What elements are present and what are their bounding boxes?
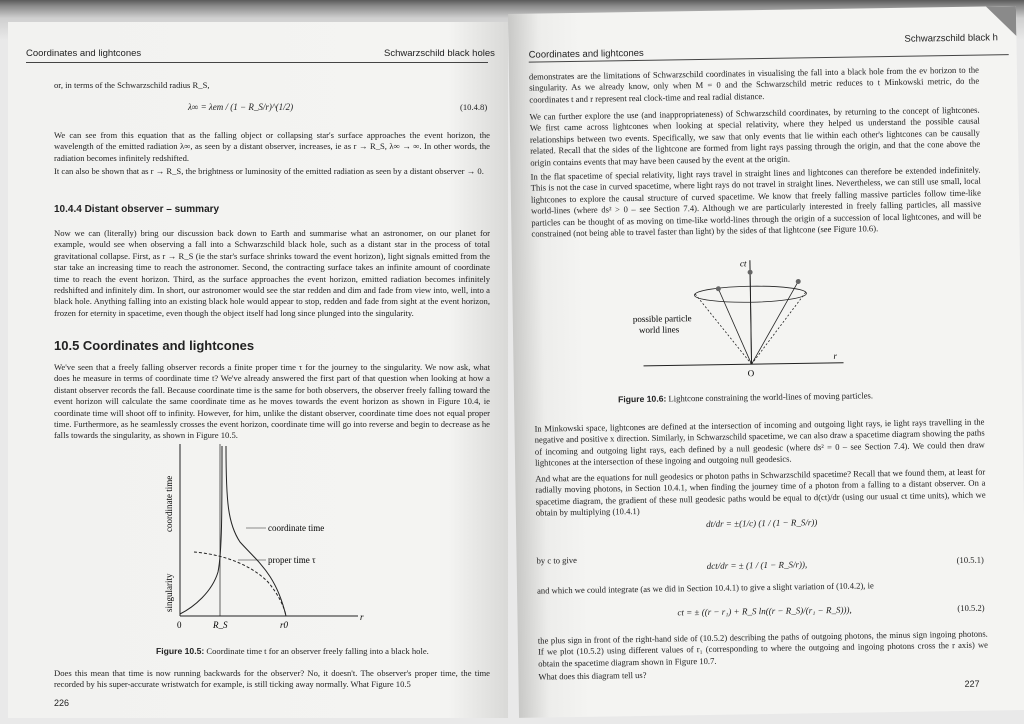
paragraph: and which we could integrate (as we did in Section 10.4.1) to give a slight variation of (10.4.2), ie	[536, 580, 874, 596]
paragraph: Does this mean that time is now running backwards for the observer? No, it doesn't. The observer's proper time, the time recorded by his super-accurate wristwatch for example, is still ticking away normally. What Figure 10.5	[54, 668, 490, 690]
figure-10-5	[158, 442, 388, 632]
running-header-left: Coordinates and lightcones	[528, 47, 644, 61]
paragraph: It can also be shown that as r → R_S, the brightness or luminosity of the emitted radiation as seen by a distant observer → 0.	[54, 166, 484, 176]
origin-label: O	[747, 368, 755, 379]
singularity-label: singularity	[164, 573, 174, 612]
caption-label: Figure 10.6:	[617, 393, 667, 405]
running-header-right: Schwarzschild black h	[904, 32, 998, 45]
running-header-right: Schwarzschild black holes	[384, 48, 495, 59]
equation-number: (10.4.8)	[460, 102, 488, 112]
folded-corner	[986, 6, 1016, 36]
r-axis	[644, 363, 844, 366]
equation-number: (10.5.1)	[956, 554, 984, 566]
figure-10-6-caption	[618, 390, 873, 404]
intro-text: or, in terms of the Schwarzschild radius R_S,	[54, 80, 210, 90]
world-lines-label-2: world lines	[638, 324, 680, 335]
equation-number: (10.5.2)	[957, 602, 985, 614]
paragraph: We can further explore the use (and inappropriateness) of Schwarzschild coordinates, by returning to the concept of lightcones. We first came across lightcones when looking at special relativity, where they helped us understand the possible causal relationships between two events. Specifically, we saw that only events that lie within each other's lightcones can be causally related. Recall that the sides of the lightcone are formed from light rays passing through the origin, and that the cone above the origin contains events that may have been caused by the event at the origin.	[529, 104, 981, 168]
left-page	[8, 22, 508, 718]
y-axis-label: coordinate time	[164, 475, 174, 532]
equation-10-4-8: λ∞ = λem / (1 − R_S/r)^(1/2)	[188, 102, 294, 112]
particle-dot	[796, 279, 801, 284]
header-rule	[26, 62, 488, 63]
figure-10-5-caption	[156, 646, 429, 656]
equation-dt-dr: dt/dr = ±(1/c) (1 / (1 − R_S/r))	[705, 517, 818, 529]
paragraph: the plus sign in front of the right-hand side of (10.5.2) describing the paths of outgoing photons, the minus sign ingoing photons. If we plot (10.5.2) using different values of r₁ (corresponding to where the outgoing and ingoing photons cross the r axis) we obtain the spacetime diagram shown in Figure 10.7.	[537, 628, 989, 669]
particle-dot	[748, 270, 753, 275]
running-header-left: Coordinates and lightcones	[26, 48, 142, 59]
section-heading-10-5: 10.5 Coordinates and lightcones	[54, 338, 255, 353]
caption-text: Lightcone constraining the world-lines of moving particles.	[668, 390, 874, 404]
ct-axis-label: ct	[739, 258, 747, 269]
world-line	[750, 281, 799, 364]
paragraph: In Minkowski space, lightcones are defined at the intersection of incoming and outgoing light rays, ie light rays travelling in the negative and positive x direction. Similarly, in Schwarzschild spacetime, we can also draw a spacetime diagram showing the paths of incoming and outgoing light rays, each defined by a null geodesic (where ds² = 0 – see Section 7.4). We could then draw lightcones at the intersection of these ingoing and outgoing null geodesics.	[534, 416, 985, 468]
paragraph: And what are the equations for null geodesics or photon paths in Schwarzschild spacetime? Recall that we found them, at least for radially moving photons, in Section 10.4.1, when finding the journey time of a photon from a falling to a distant observer. On a spacetime diagram, the gradient of these null geodesic paths would be equal to d(ct)/dr (using our usual ct time units), which we obtain by multiplying (10.4.1)	[535, 466, 986, 518]
equation-10-5-1: dct/dr = ± (1 / (1 − R_S/r)),	[706, 559, 808, 571]
paragraph: Now we can (literally) bring our discussion back down to Earth and summarise what an astronomer, on our planet for example, would see when observing a fall into a Schwarzschild black hole, such as a distant star in the process of total gravitational collapse. First, as r → R_S (ie the star's surface shrinks toward the event horizon), light signals emitted from the star take an increasing time to reach the astronomer. Second, the contracting surface takes an infinite amount of coordinate time to reach the event horizon. Third, as the surface approaches the event horizon, emitted radiation becomes infinitely redshifted and infinitely dim. In short, our astronomer would see the star redden and dim and fade from view into, well, into a black hole. Anything falling into an existing black hole would appear to stop, redden and fade from sight at the event horizon, frozen for eternity in spacetime, even though the object itself had long since plunged into the singularity.	[54, 228, 490, 318]
particle-dot	[716, 286, 721, 291]
cone-left-side	[694, 292, 751, 365]
paragraph: We've seen that a freely falling observer records a finite proper time τ for the journey to the singularity. We now ask, what does he measure in terms of coordinate time t? We've already answered the first part of that question when looking at how a distant observer records the fall. Because coordinate time is the same for both observers, the observer freely falling toward the event horizon will calculate the same coordinate time as he moves towards the event horizon as shown in Figure 10.4, ie coordinate time will shoot off to infinity. However, for him, unlike the distant observer, coordinate time does not equal proper time. Furthermore, as he seamlessly crosses the event horizon, coordinate time will go into reverse and begin to decrease as he falls towards the singularity, as shown in Figure 10.5.	[54, 362, 490, 441]
figure-10-6	[622, 252, 864, 386]
right-page	[508, 6, 1024, 718]
caption-label: Figure 10.5:	[156, 646, 205, 656]
equation-10-5-2: ct = ± ((r − r₁) + R_S ln((r − R_S)/(r₁ − R_S))),	[677, 604, 852, 618]
paragraph: In the flat spacetime of special relativity, light rays travel in straight lines and lightcones can therefore be extended indefinitely. This is not the case in curved spacetime, where light rays do not travel in straight lines. Nevertheless, we can still use small, local lightcones to explore the causal structure of curved spacetime. We know that freely falling massive particles follow time-like world-lines (where ds² > 0 – see Section 7.4). Although we are particularly interested in freely falling particles, all massive particles can be thought of as moving on time-like world-lines through the origin of a succession of local lightcones, and will be constrained (not being able to travel faster than light) by the sides of that lightcone (see Figure 10.6).	[530, 164, 982, 239]
world-line	[718, 288, 751, 364]
curve-label-coordinate-time: coordinate time	[268, 523, 325, 533]
x-tick-r0: r0	[280, 620, 289, 630]
r-axis-label: r	[833, 350, 838, 361]
caption-text: Coordinate time t for an observer freely falling into a black hole.	[206, 646, 429, 656]
paragraph: by c to give	[536, 554, 578, 566]
x-tick-origin: 0	[177, 620, 182, 630]
curve-label-proper-time: proper time τ	[268, 555, 316, 565]
page-number-226: 226	[54, 698, 70, 708]
paragraph: demonstrates are the limitations of Schwarzschild coordinates in visualising the fall into a black hole from the ev horizon to the singularity. As we already know, only when M = 0 and the Schwarzschild metric reduces to t Minkowski metric, do the coordinates t and r represent real clock-time and real radial distance.	[528, 64, 980, 105]
section-heading-10-4-4: 10.4.4 Distant observer – summary	[54, 204, 220, 215]
world-lines-label-1: possible particle	[632, 313, 692, 325]
paragraph: What does this diagram tell us?	[538, 669, 647, 682]
page-number-227: 227	[964, 678, 980, 689]
coordinate-time-curve-inner	[180, 446, 222, 614]
x-axis-label: r	[360, 612, 364, 622]
x-tick-rs: R_S	[213, 620, 228, 630]
paragraph: We can see from this equation that as the falling object or collapsing star's surface approaches the event horizon, the wavelength of the emitted radiation λ∞, as seen by a distant observer, increases, ie as r → R_S, λ∞ → ∞. In other words, the radiation becomes infinitely redshifted.	[54, 130, 490, 163]
